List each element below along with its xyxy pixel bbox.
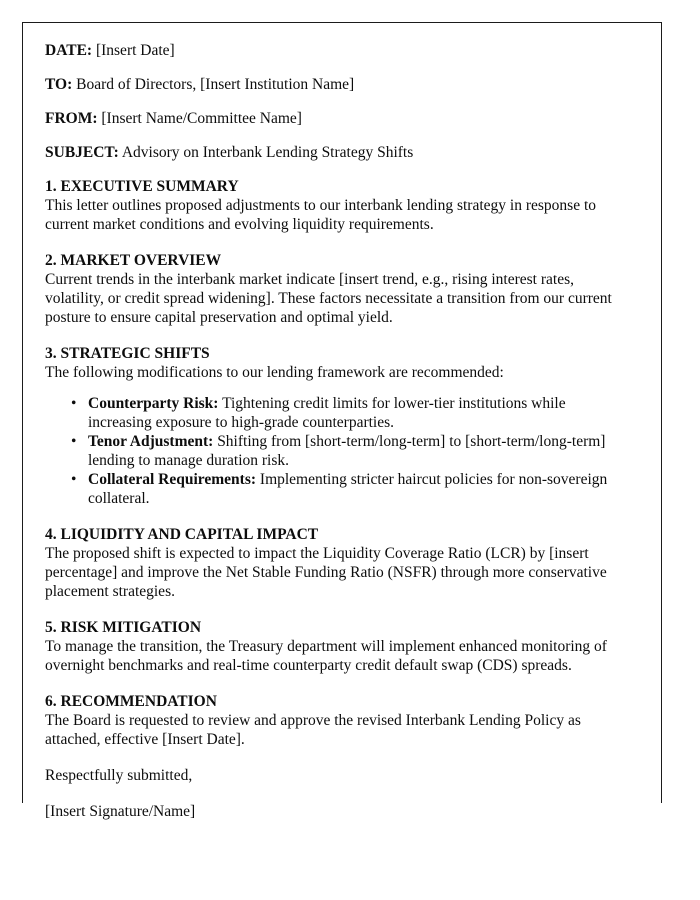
signature-placeholder: [Insert Signature/Name]	[45, 803, 196, 820]
section-paragraph: The following modifications to our lending framework are recommended:	[45, 364, 504, 381]
section-paragraph: To manage the transition, the Treasury department will implement enhanced monitoring of overnight benchmarks and real-time counterparty credit default swap (CDS) spreads.	[45, 638, 607, 674]
memo-field-date-label: DATE:	[45, 42, 93, 59]
list-item	[45, 470, 627, 508]
section-recommendation	[45, 692, 627, 749]
memo-field-to-value: Board of Directors, [Insert Institution Name]	[76, 76, 355, 93]
section-paragraph: The Board is requested to review and approve the revised Interbank Lending Policy as attached, effective [Insert Date].	[45, 712, 581, 748]
section-market-overview	[45, 251, 627, 327]
memo-field-date-value: [Insert Date]	[95, 42, 175, 59]
document-body	[45, 41, 627, 838]
section-liquidity-capital-impact	[45, 525, 627, 601]
memo-field-subject-value: Advisory on Interbank Lending Strategy Shifts	[121, 144, 414, 161]
section-executive-summary	[45, 177, 627, 234]
section-title: 2. MARKET OVERVIEW	[45, 252, 222, 269]
list-item-term: Counterparty Risk:	[88, 395, 219, 412]
list-item	[45, 432, 627, 470]
closing-salutation: Respectfully submitted,	[45, 767, 193, 784]
document-page	[22, 22, 662, 820]
memo-field-to	[45, 75, 627, 94]
section-paragraph: Current trends in the interbank market indicate [insert trend, e.g., rising interest rates, volatility, or credit spread widening]. These factors necessitate a transition from our current posture to ensure capital preservation and optimal yield.	[45, 271, 612, 326]
list-item-text: Tightening credit limits for lower-tier institutions while increasing exposure to high-grade counterparties.	[88, 395, 566, 431]
section-strategic-shifts	[45, 344, 627, 508]
list-item-text: Implementing stricter haircut policies for non-sovereign collateral.	[88, 471, 608, 507]
memo-field-from	[45, 109, 627, 128]
section-risk-mitigation	[45, 618, 627, 675]
section-title: 6. RECOMMENDATION	[45, 693, 217, 710]
list-item-text: Shifting from [short-term/long-term] to [short-term/long-term] lending to manage duration risk.	[88, 433, 606, 469]
memo-field-from-label: FROM:	[45, 110, 98, 127]
memo-header-block	[45, 41, 627, 162]
memo-field-date	[45, 41, 627, 60]
memo-field-from-value: [Insert Name/Committee Name]	[101, 110, 302, 127]
list-item-term: Tenor Adjustment:	[88, 433, 214, 450]
section-paragraph: The proposed shift is expected to impact the Liquidity Coverage Ratio (LCR) by [insert percentage] and improve the Net Stable Funding Ratio (NSFR) through more conservative placement strategies.	[45, 545, 607, 600]
list-item	[45, 394, 627, 432]
section-title: 1. EXECUTIVE SUMMARY	[45, 178, 239, 195]
memo-field-to-label: TO:	[45, 76, 73, 93]
memo-field-subject	[45, 143, 627, 162]
memo-field-subject-label: SUBJECT:	[45, 144, 119, 161]
section-title: 5. RISK MITIGATION	[45, 619, 202, 636]
list-item-term: Collateral Requirements:	[88, 471, 257, 488]
section-paragraph: This letter outlines proposed adjustments to our interbank lending strategy in response to current market conditions and evolving liquidity requirements.	[45, 197, 597, 233]
section-title: 4. LIQUIDITY AND CAPITAL IMPACT	[45, 526, 319, 543]
section-title: 3. STRATEGIC SHIFTS	[45, 345, 210, 362]
strategic-shifts-list	[45, 394, 627, 508]
